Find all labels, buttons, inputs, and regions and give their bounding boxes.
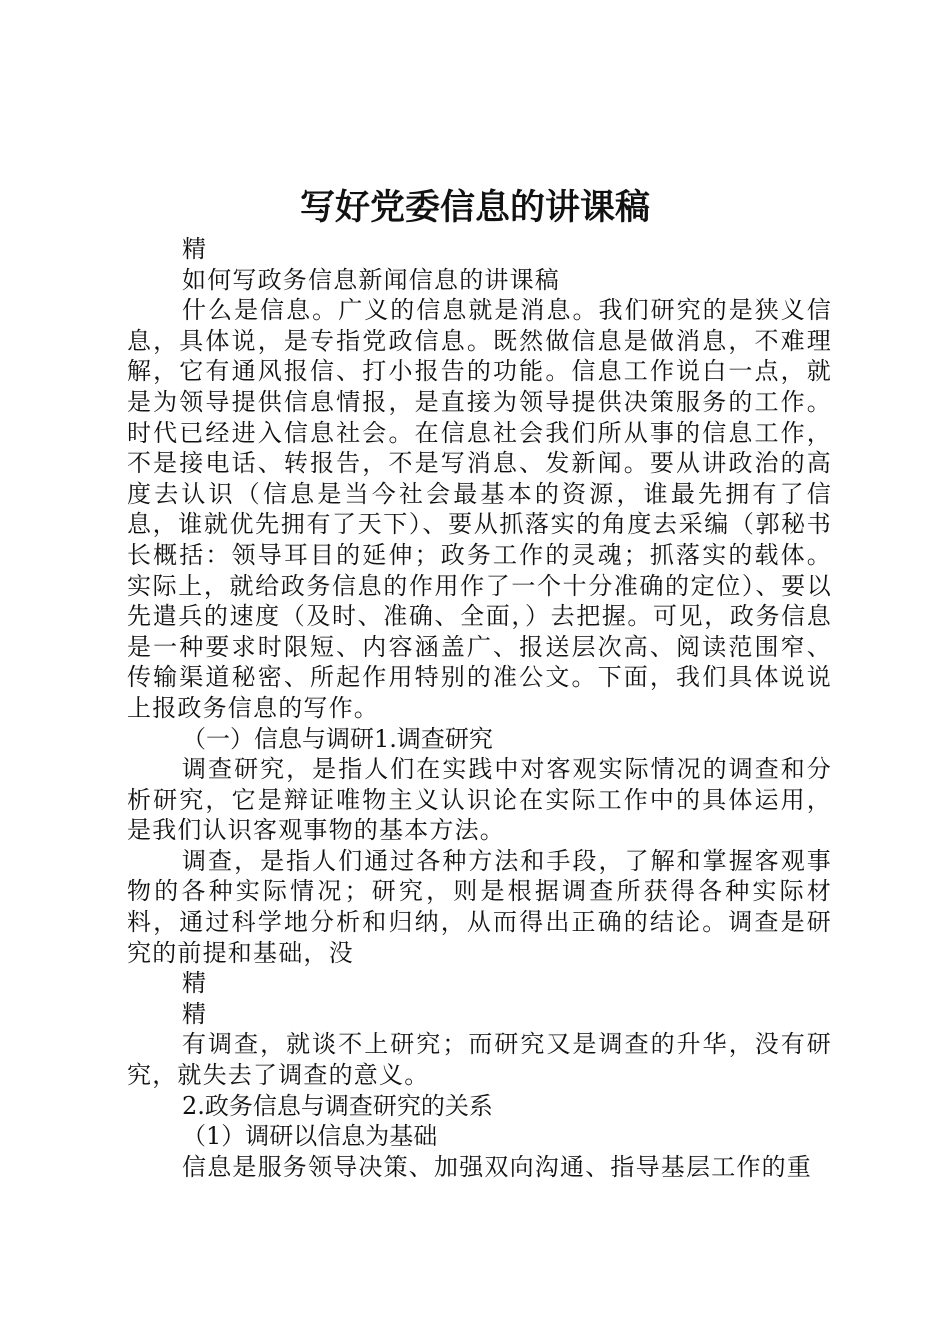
document-body [127, 234, 832, 1182]
document-title: 写好党委信息的讲课稿 [299, 187, 650, 228]
paragraph-information-service: 信息是服务领导决策、加强双向沟通、指导基层工作的重 [182, 1152, 812, 1181]
subsection-heading-research-based-on-information: （1）调研以信息为基础 [182, 1122, 438, 1151]
paragraph-research-definition: 调查研究，是指人们在实践中对客观实际情况的调查和分析研究，它是辩证唯物主义认识论在实际工作中的具体运用，是我们认识客观事物的基本方法。 [127, 755, 832, 845]
paragraph-marker: 精 [182, 969, 208, 998]
section-heading-information-and-research: （一）信息与调研1.调查研究 [182, 724, 493, 753]
paragraph-subtitle: 如何写政务信息新闻信息的讲课稿 [182, 265, 560, 294]
paragraph-marker: 精 [182, 999, 208, 1028]
paragraph-what-is-information: 什么是信息。广义的信息就是消息。我们研究的是狭义信息，具体说，是专指党政信息。既然做信息是做消息，不难理解，它有通风报信、打小报告的功能。信息工作说白一点，就是为领导提供信息情报，是直接为领导提供决策服务的工作。时代已经进入信息社会。在信息社会我们所从事的信息工作，不是接电话、转报告，不是写消息、发新闻。要从讲政治的高度去认识（信息是当今社会最基本的资源，谁最先拥有了信息，谁就优先拥有了天下）、要从抓落实的角度去采编（郭秘书长概括：领导耳目的延伸；政务工作的灵魂；抓落实的载体。实际上，就给政务信息的作用作了一个十分准确的定位）、要以先遣兵的速度（及时、准确、全面，）去把握。可见，政务信息是一种要求时限短、内容涵盖广、报送层次高、阅读范围窄、传输渠道秘密、所起作用特别的准公文。下面，我们具体说说上报政务信息的写作。 [127, 296, 832, 722]
paragraph-marker: 精 [182, 235, 208, 263]
paragraph-investigation-definition: 调查，是指人们通过各种方法和手段，了解和掌握客观事物的各种实际情况；研究，则是根据调查所获得各种实际材料，通过科学地分析和归纳，从而得出正确的结论。调查是研究的前提和基础，没 [127, 846, 832, 967]
paragraph-research-continuation: 有调查，就谈不上研究；而研究又是调查的升华，没有研究，就失去了调查的意义。 [127, 1030, 832, 1090]
section-heading-relationship: 2.政务信息与调查研究的关系 [182, 1091, 493, 1120]
